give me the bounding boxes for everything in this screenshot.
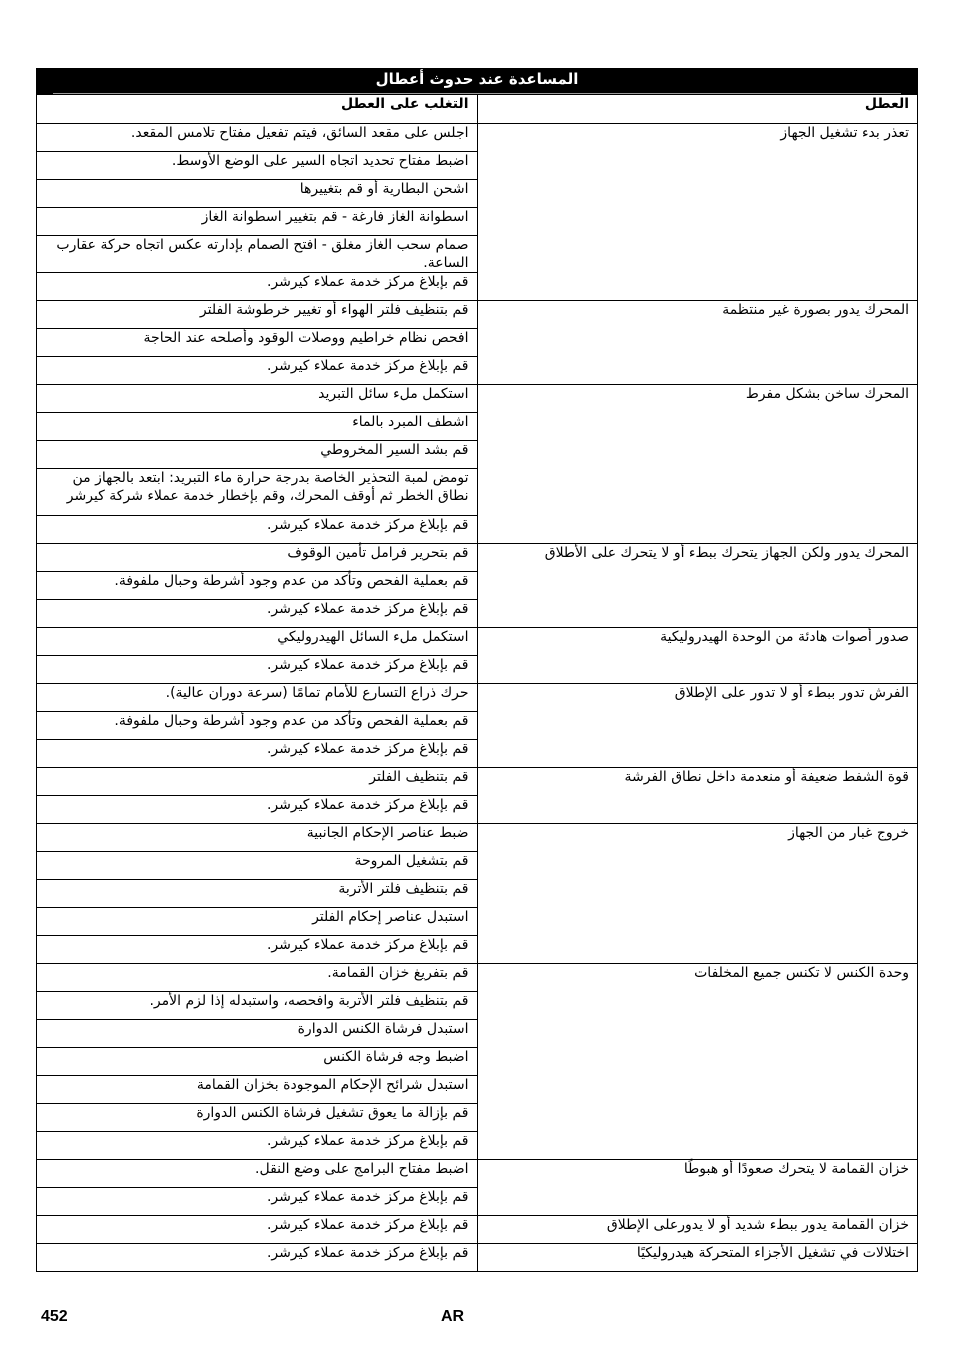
solution-cell: استكمل ملء السائل الهيدروليكي — [37, 628, 478, 656]
fault-cell: قوة الشفط ضعيفة أو منعدمة داخل نطاق الفرشة — [477, 768, 918, 824]
solution-cell: قم بإبلاغ مركز خدمة عملاء كيرشر. — [37, 516, 478, 544]
solution-cell: استبدل عناصر إحكام الفلتر — [37, 908, 478, 936]
column-header-fault: العطل — [477, 95, 918, 124]
solution-cell: قم بعملية الفحص وتأكد من عدم وجود أشرطة وحبال ملفوفة. — [37, 572, 478, 600]
solution-cell: قم بإبلاغ مركز خدمة عملاء كيرشر. — [37, 1216, 478, 1244]
fault-cell: المحرك ساخن بشكل مفرط — [477, 385, 918, 544]
solution-cell: قم بإبلاغ مركز خدمة عملاء كيرشر. — [37, 1244, 478, 1272]
table-row — [37, 124, 918, 152]
solution-cell: قم بإبلاغ مركز خدمة عملاء كيرشر. — [37, 1188, 478, 1216]
table-row — [37, 544, 918, 572]
troubleshooting-table — [36, 68, 918, 1272]
solution-cell: اجلس على مقعد السائق، فيتم تفعيل مفتاح تلامس المقعد. — [37, 124, 478, 152]
fault-cell: خروج غبار من الجهاز — [477, 824, 918, 964]
solution-cell: قم بإبلاغ مركز خدمة عملاء كيرشر. — [37, 936, 478, 964]
page-number: 452 — [41, 1308, 68, 1325]
solution-cell: اشحن البطارية أو قم بتغييرها — [37, 180, 478, 208]
fault-cell: المحرك يدور ولكن الجهاز يتحرك ببطء أو لا يتحرك على الأطلاق — [477, 544, 918, 628]
solution-cell: اضبط وجه فرشاة الكنس — [37, 1048, 478, 1076]
solution-cell: قم بعملية الفحص وتأكد من عدم وجود أشرطة وحبال ملفوفة. — [37, 712, 478, 740]
solution-cell: استكمل ملء سائل التبريد — [37, 385, 478, 413]
table-row — [37, 824, 918, 852]
table-row — [37, 1244, 918, 1272]
fault-cell: الفرش تدور ببطء أو لا تدور على الإطلاق — [477, 684, 918, 768]
solution-cell: قم بإبلاغ مركز خدمة عملاء كيرشر. — [37, 1132, 478, 1160]
table-row — [37, 768, 918, 796]
fault-cell: تعذر بدء تشغيل الجهاز — [477, 124, 918, 301]
table-row — [37, 1216, 918, 1244]
column-header-solution: التغلب على العطل — [37, 95, 478, 124]
solution-cell: قم بإبلاغ مركز خدمة عملاء كيرشر. — [37, 656, 478, 684]
solution-cell: قم بإبلاغ مركز خدمة عملاء كيرشر. — [37, 357, 478, 385]
solution-cell: اشطف المبرد بالماء — [37, 413, 478, 441]
solution-cell: قم بإبلاغ مركز خدمة عملاء كيرشر. — [37, 600, 478, 628]
fault-cell: وحدة الكنس لا تكنس جميع المخلفات — [477, 964, 918, 1160]
table-title: المساعدة عند حدوث أعطال — [53, 69, 901, 94]
solution-cell: قم بشد السير المخروطي — [37, 441, 478, 469]
troubleshooting-table-wrapper — [36, 68, 918, 1272]
solution-cell: اضبط مفتاح البرامج على وضع النقل. — [37, 1160, 478, 1188]
solution-cell: اسطوانة الغاز فارغة - قم بتغيير اسطوانة الغاز — [37, 208, 478, 236]
fault-cell: المحرك يدور بصورة غير منتظمة — [477, 301, 918, 385]
solution-cell: قم بتنظيف فلتر الأتربة وافحصه، واستبدله إذا لزم الأمر. — [37, 992, 478, 1020]
table-row — [37, 964, 918, 992]
solution-cell: قم بتنظيف فلتر الهواء أو تغيير خرطوشة الفلتر — [37, 301, 478, 329]
solution-cell: استبدل فرشاة الكنس الدوارة — [37, 1020, 478, 1048]
column-header-row — [37, 95, 918, 124]
solution-cell: قم بإبلاغ مركز خدمة عملاء كيرشر. — [37, 796, 478, 824]
table-row — [37, 385, 918, 413]
solution-cell: ضبط عناصر الإحكام الجانبية — [37, 824, 478, 852]
solution-cell: تومض لمبة التحذير الخاصة بدرجة حرارة ماء التبريد: ابتعد بالجهاز من نطاق الخطر ثم أوقف المحرك، وقم بإخطار خدمة عملاء شركة كيرشر — [37, 469, 478, 516]
solution-cell: قم بإبلاغ مركز خدمة عملاء كيرشر. — [37, 273, 478, 301]
table-row — [37, 301, 918, 329]
fault-cell: خزان القمامة لا يتحرك صعودًا أو هبوطًا — [477, 1160, 918, 1216]
table-row — [37, 628, 918, 656]
solution-cell: حرك ذراع التسارع للأمام تمامًا (سرعة دوران عالية). — [37, 684, 478, 712]
language-code: AR — [441, 1308, 465, 1325]
solution-cell: اضبط مفتاح تحديد اتجاه السير على الوضع الأوسط. — [37, 152, 478, 180]
fault-cell: صدور أصوات هادئة من الوحدة الهيدروليكية — [477, 628, 918, 684]
solution-cell: قم بإزالة ما يعوق تشغيل فرشاة الكنس الدوارة — [37, 1104, 478, 1132]
table-row — [37, 1160, 918, 1188]
solution-cell: صمام سحب الغاز مغلق - افتح الصمام بإدارته عكس اتجاه حركة عقارب الساعة. — [37, 236, 478, 273]
solution-cell: قم بتحرير فرامل تأمين الوقوف — [37, 544, 478, 572]
solution-cell: قم بتنظيف فلتر الأتربة — [37, 880, 478, 908]
table-row — [37, 684, 918, 712]
solution-cell: قم بإبلاغ مركز خدمة عملاء كيرشر. — [37, 740, 478, 768]
solution-cell: افحص نظام خراطيم ووصلات الوقود وأصلحه عند الحاجة — [37, 329, 478, 357]
fault-cell: خزان القمامة يدور ببطء شديد أو لا يدورعلى الإطلاق — [477, 1216, 918, 1244]
table-title-row — [37, 69, 918, 95]
solution-cell: قم بتشغيل المروحة — [37, 852, 478, 880]
solution-cell: قم بتفريغ خزان القمامة. — [37, 964, 478, 992]
solution-cell: استبدل شرائح الإحكام الموجودة بخزان القمامة — [37, 1076, 478, 1104]
solution-cell: قم بتنظيف الفلتر — [37, 768, 478, 796]
fault-cell: اختلالات في تشغيل الأجزاء المتحركة هيدروليكيًا — [477, 1244, 918, 1272]
